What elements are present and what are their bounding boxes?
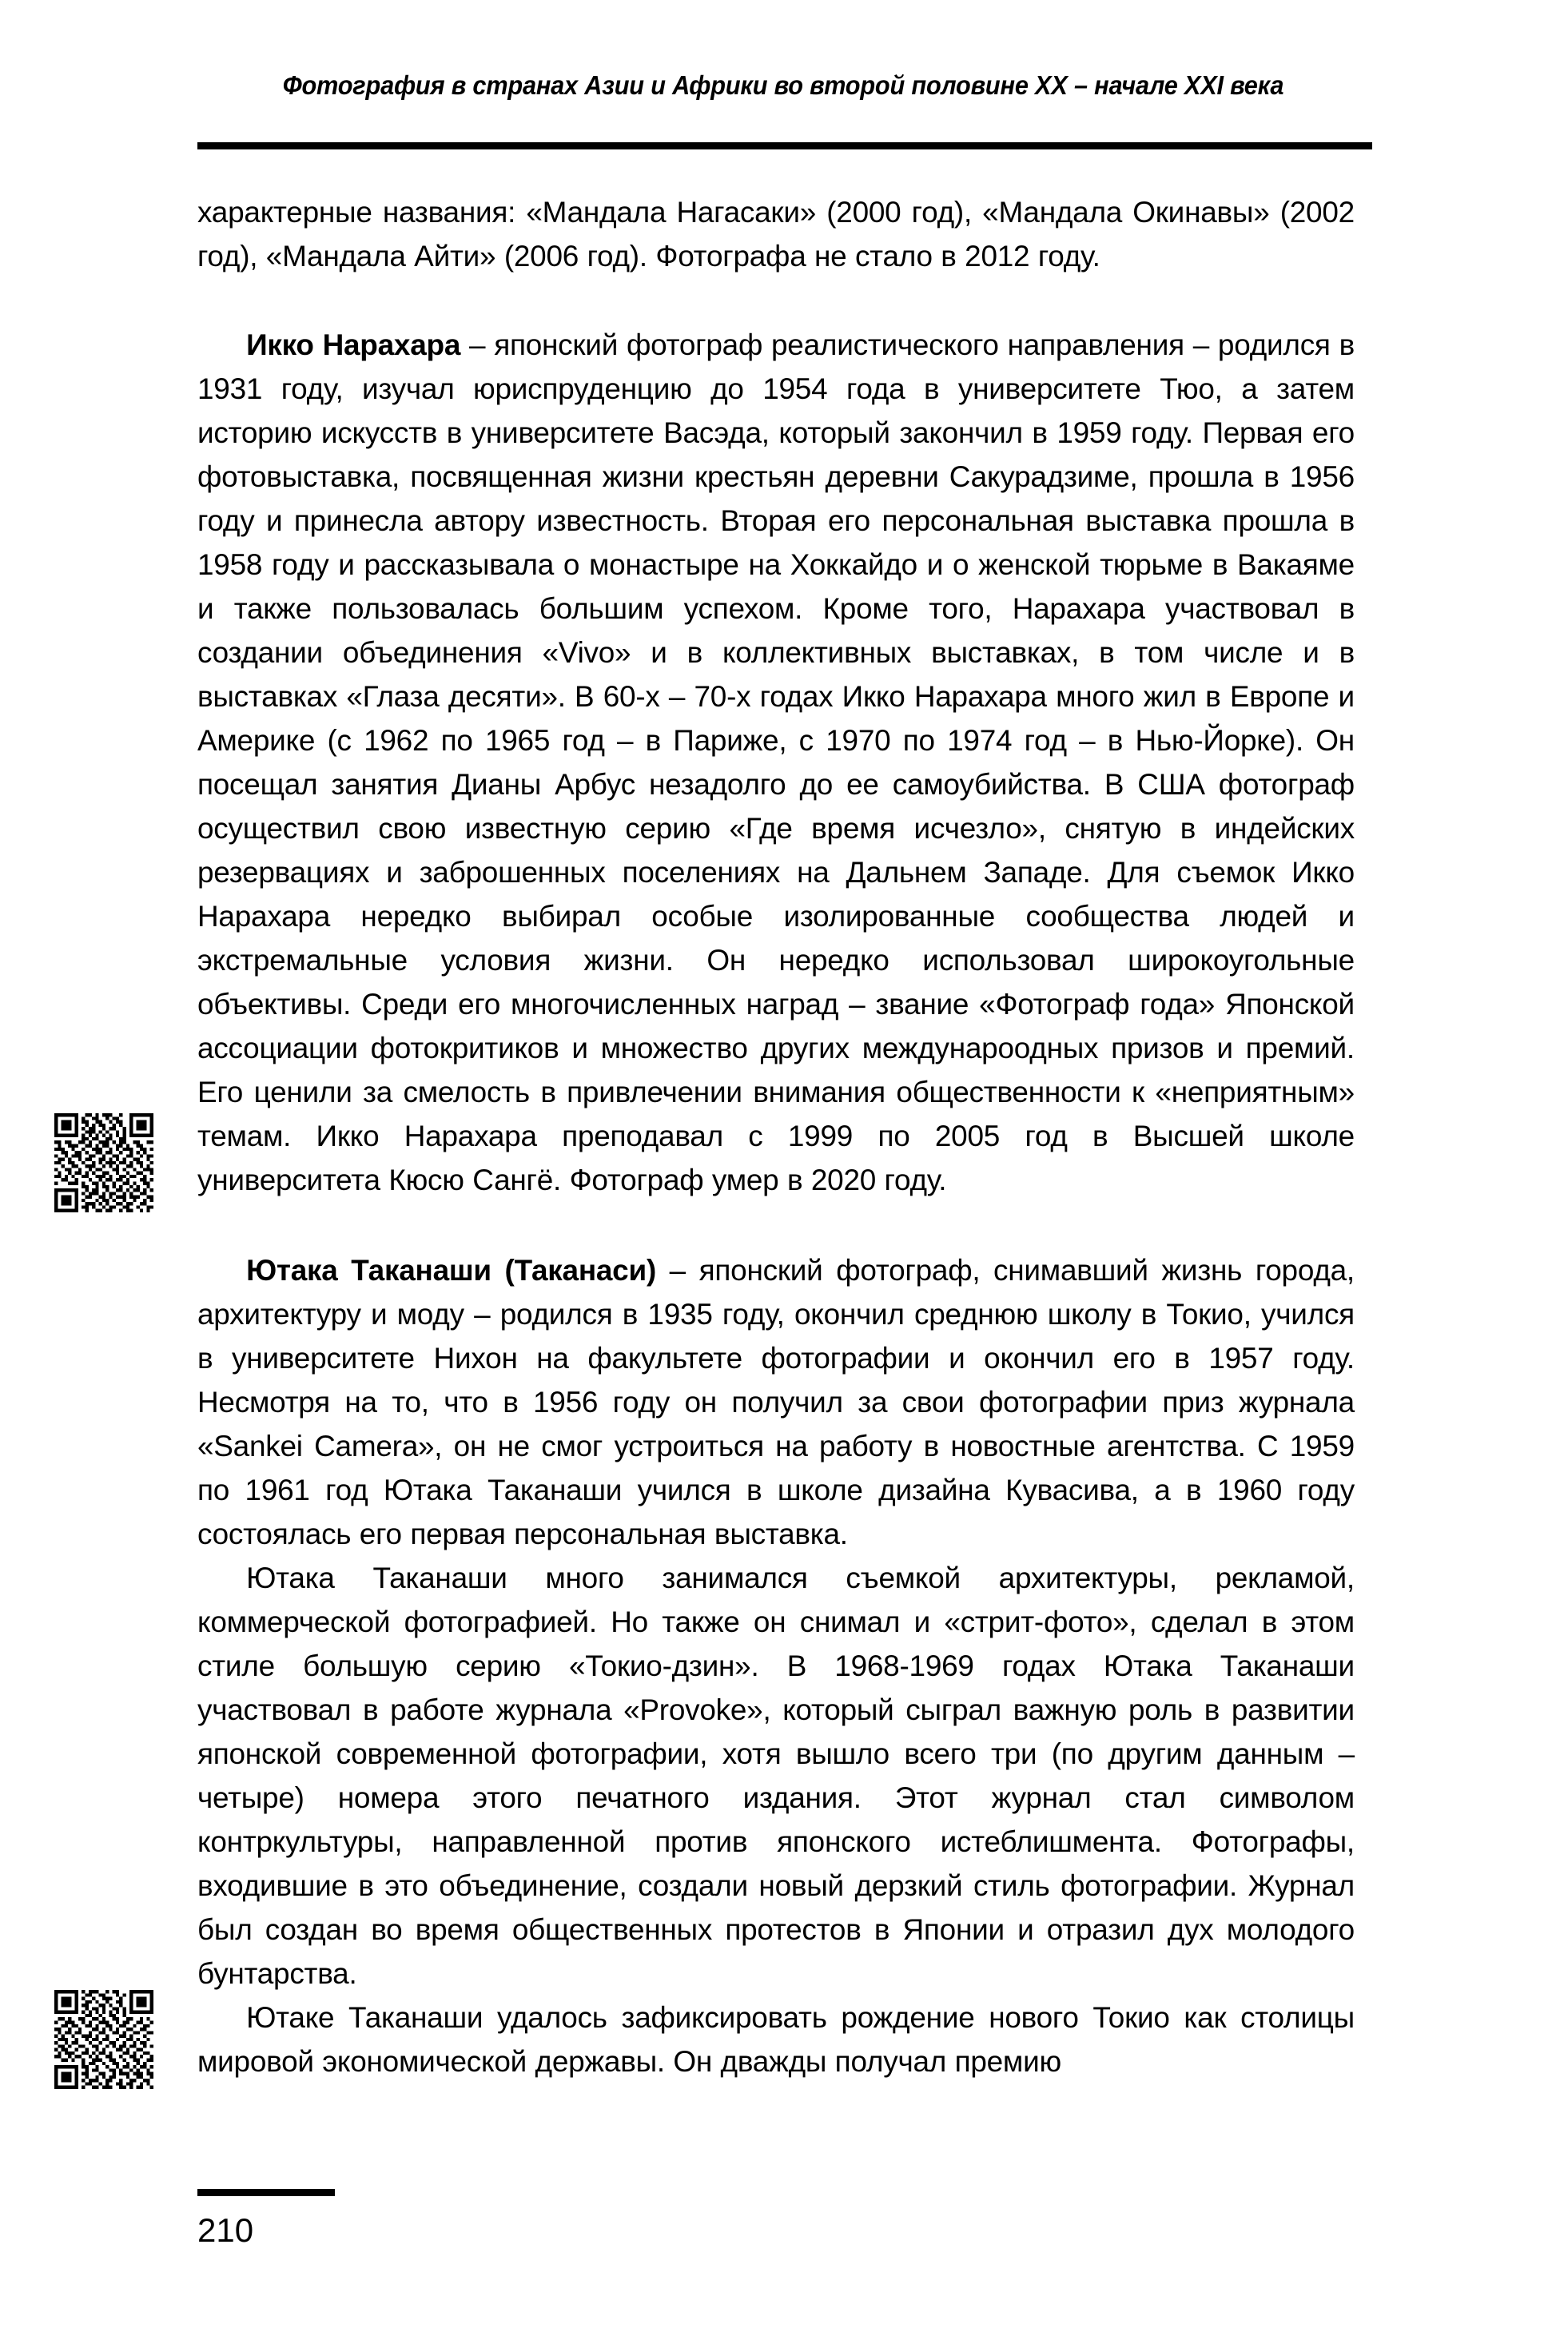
- paragraph-narahara: [197, 323, 1355, 1202]
- paragraph-text: Ютаке Таканаши удалось зафиксировать рождение нового Токио как столицы мировой экономической державы. Он дважды получал премию: [197, 2000, 1355, 2078]
- qr-code-icon[interactable]: [54, 1979, 153, 2100]
- entry-name-narahara: Икко Нарахара: [246, 328, 461, 361]
- qr-code-icon[interactable]: [54, 1103, 153, 1223]
- paragraph-takanashi-tokyo: [197, 1996, 1355, 2083]
- header-rule: [197, 142, 1372, 149]
- paragraph-text: Ютака Таканаши много занимался съемкой архитектуры, рекламой, коммерческой фотографией. Но также он снимал и «стрит-фото», сделал в этом стиле большую серию «Токио-дзин». В 1968-1969 годах Ютака Таканаши участвовал в работе журнала «Provoke», который сыграл важную роль в развитии японской современной фотографии, хотя вышло всего три (по другим данным – четыре) номера этого печатного издания. Этот журнал стал символом контркультуры, направленной против японского истеблишмента. Фотографы, входившие в это объединение, создали новый дерзкий стиль фотографии. Журнал был создан во время общественных протестов в Японии и отразил дух молодого бунтарства.: [197, 1561, 1355, 1990]
- paragraph-mandala: [197, 190, 1355, 278]
- page-number: 210: [197, 2211, 254, 2249]
- entry-name-takanashi: Ютака Таканаши (Таканаси): [246, 1253, 657, 1287]
- paragraph-text: – японский фотограф, снимавший жизнь города, архитектуру и моду – родился в 1935 году, окончил среднюю школу в Токио, учился в университете Нихон на факультете фотографии и окончил его в 1957 году. Несмотря на то, что в 1956 году он получил за свои фотографии приз журнала «Sankei Camera», он не смог устроиться на работу в новостные агентства. С 1959 по 1961 год Ютака Таканаши учился в школе дизайна Кувасива, а в 1960 году состоялась его первая персональная выставка.: [197, 1253, 1355, 1550]
- paragraph-takanashi-intro: [197, 1248, 1355, 1556]
- paragraph-text: – японский фотограф реалистического направления – родился в 1931 году, изучал юриспруденцию до 1954 года в университете Тюо, а затем историю искусств в университете Васэда, который закончил в 1959 году. Первая его фотовыставка, посвященная жизни крестьян деревни Сакурадзиме, прошла в 1956 году и принесла автору известность. Вторая его персональная выставка прошла в 1958 году и рассказывала о монастыре на Хоккайдо и о женской тюрьме в Вакаяме и также пользовалась большим успехом. Кроме того, Нарахара участвовал в создании объединения «Vivo» и в коллективных выставках, в том числе и в выставках «Глаза десяти». В 60-х – 70-х годах Икко Нарахара много жил в Европе и Америке (с 1962 по 1965 год – в Париже, с 1970 по 1974 год – в Нью-Йорке). Он посещал занятия Дианы Арбус незадолго до ее самоубийства. В США фотограф осуществил свою известную серию «Где время исчезло», снятую в индейских резервациях и заброшенных поселениях на Дальнем Западе. Для съемок Икко Нарахара нередко выбирал особые изолированные сообщества людей и экстремальные условия жизни. Он нередко использовал широкоугольные объективы. Среди его многочисленных наград – звание «Фотограф года» Японской ассоциации фотокритиков и множество других междунароодных призов и премий. Его ценили за смелость в привлечении внимания общественности к «неприятным» темам. Икко Нарахара преподавал с 1999 по 2005 год в Высшей школе университета Кюсю Сангё. Фотограф умер в 2020 году.: [197, 328, 1355, 1196]
- footer-rule: [197, 2189, 335, 2196]
- paragraph-takanashi-work: [197, 1556, 1355, 1996]
- text-column: [197, 190, 1372, 2083]
- running-head: Фотография в странах Азии и Африки во второй половине XX – начале XXI века: [282, 70, 1284, 100]
- paragraph-text: характерные названия: «Мандала Нагасаки» (2000 год), «Мандала Окинавы» (2002 год), «Мандала Айти» (2006 год). Фотографа не стало в 2012 году.: [197, 195, 1355, 273]
